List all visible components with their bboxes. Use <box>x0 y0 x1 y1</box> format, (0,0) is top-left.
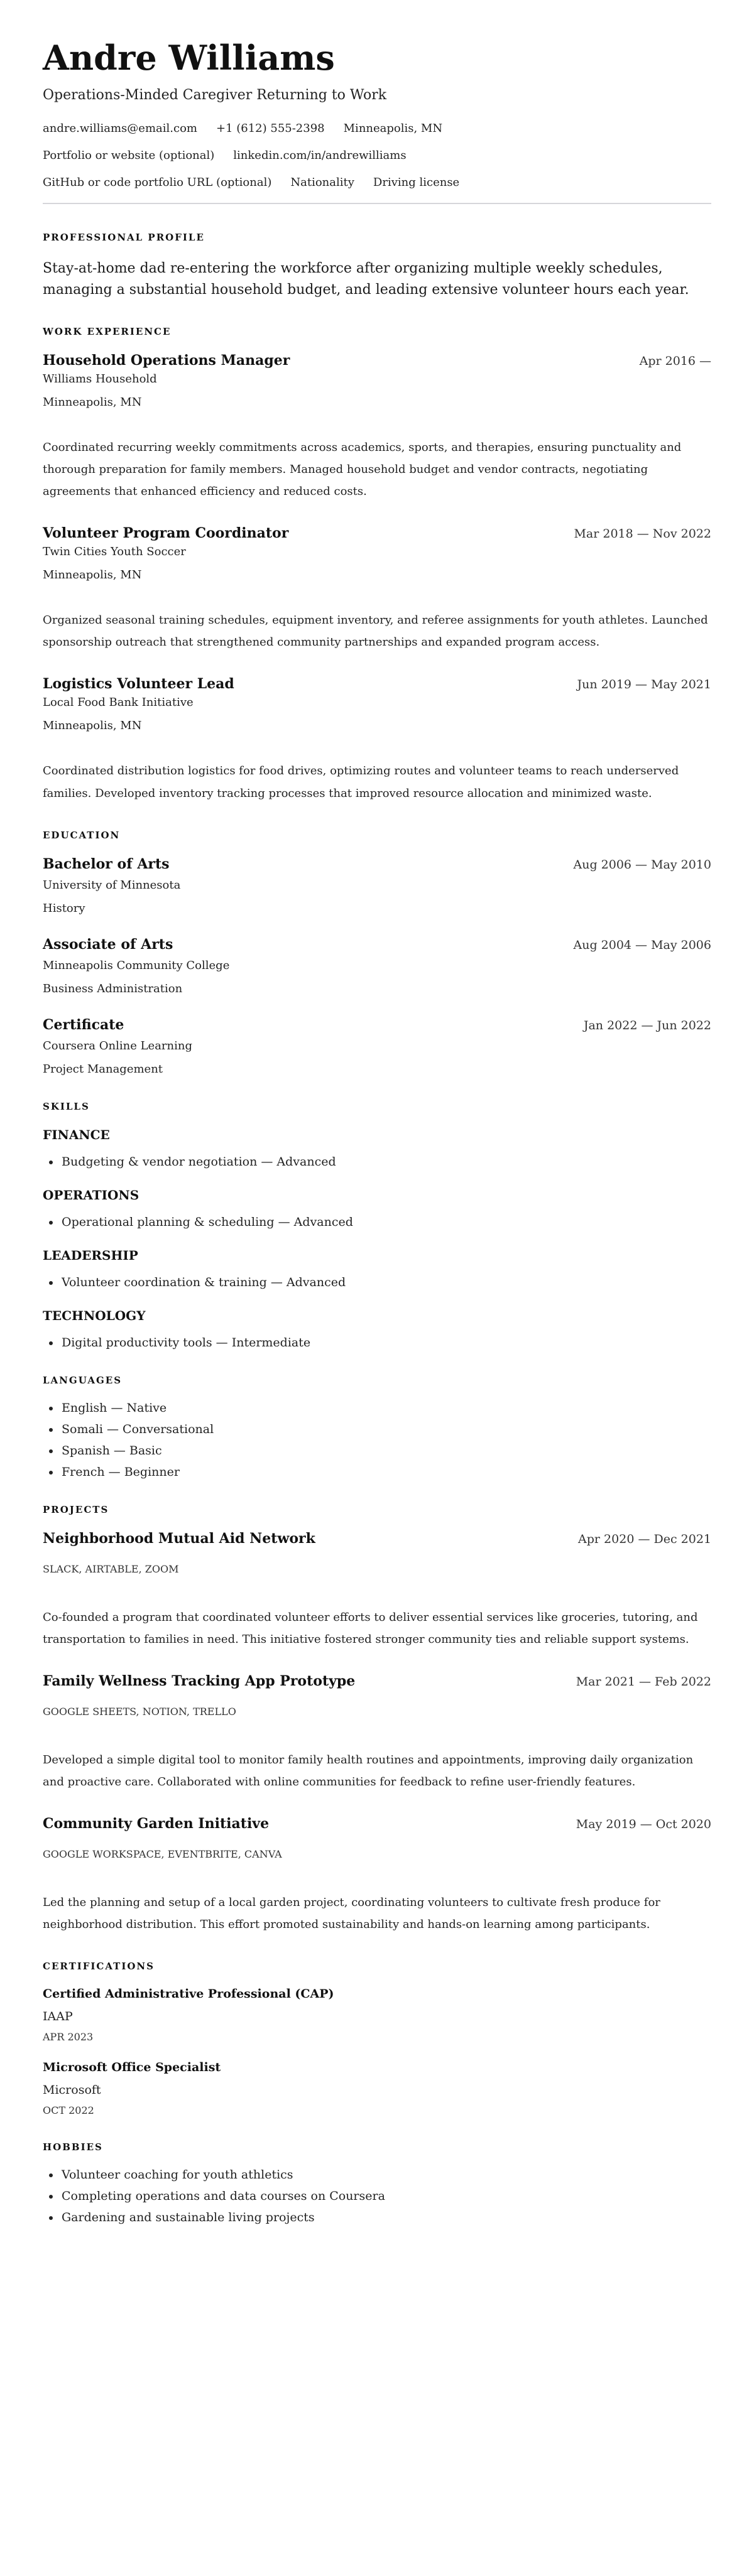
contact-phone[interactable]: +1 (612) 555-2398 <box>216 121 325 135</box>
job-title: Logistics Volunteer Lead <box>43 676 234 693</box>
entry-header <box>43 1673 711 1689</box>
project-name: Neighborhood Mutual Aid Network <box>43 1530 315 1547</box>
job-location: Minneapolis, MN <box>43 568 142 582</box>
project-description: Led the planning and setup of a local garden project, coordinating volunteers to cultivate fresh produce for neighborhood distribution. This effort promoted sustainability and hands-on learning among participants. <box>43 1896 660 1932</box>
language-item: • French — Beginner <box>60 1465 711 1479</box>
job-description: Coordinated recurring weekly commitments across academics, sports, and therapies, ensuring punctuality and thorough preparation for family members. Managed household budget and vendor contracts, negotiating agreements that enhanced efficiency and reduced costs. <box>43 440 682 499</box>
section-title-certifications: CERTIFICATIONS <box>43 1961 155 1973</box>
certification-name: Certified Administrative Professional (CAP) <box>43 1987 334 2001</box>
skill-category-leadership: LEADERSHIP <box>43 1247 138 1263</box>
resume-header <box>43 38 711 189</box>
section-title-hobbies: HOBBIES <box>43 2141 103 2153</box>
skill-category-technology: TECHNOLOGY <box>43 1307 146 1323</box>
contact-nationality: Nationality <box>290 175 354 189</box>
language-item: • Somali — Conversational <box>60 1422 711 1436</box>
section-title-experience: WORK EXPERIENCE <box>43 325 172 337</box>
skill-item: • Budgeting & vendor negotiation — Advanced <box>60 1155 711 1169</box>
project-description: Developed a simple digital tool to monitor family health routines and appointments, improving daily organization and proactive care. Collaborated with online communities for feedback to refine user-friendly features. <box>43 1753 694 1789</box>
skill-list <box>43 1215 711 1229</box>
contact-portfolio[interactable]: Portfolio or website (optional) <box>43 148 215 162</box>
project-tech-stack: GOOGLE WORKSPACE, EVENTBRITE, CANVA <box>43 1848 282 1861</box>
candidate-headline: Operations-Minded Caregiver Returning to Work <box>43 87 387 103</box>
job-title: Volunteer Program Coordinator <box>43 525 289 542</box>
job-location: Minneapolis, MN <box>43 395 142 409</box>
profile-summary: Stay-at-home dad re-entering the workforce after organizing multiple weekly schedules, managing a substantial household budget, and leading extensive volunteer hours each year. <box>43 260 689 298</box>
education-dates: Aug 2006 — May 2010 <box>573 857 711 872</box>
candidate-name: Andre Williams <box>43 38 335 78</box>
hobby-list <box>43 2168 711 2224</box>
section-title-skills: SKILLS <box>43 1100 90 1112</box>
certification-date: OCT 2022 <box>43 2104 94 2117</box>
entry-header <box>43 1816 711 1832</box>
field-of-study: Project Management <box>43 1062 163 1076</box>
section-title-projects: PROJECTS <box>43 1503 109 1515</box>
skill-category-finance: FINANCE <box>43 1127 110 1142</box>
degree-title: Associate of Arts <box>43 936 173 953</box>
projects-section <box>43 1504 711 1936</box>
field-of-study: Business Administration <box>43 982 183 995</box>
skill-item: • Volunteer coordination & training — Advanced <box>60 1275 711 1289</box>
job-dates: Jun 2019 — May 2021 <box>577 678 711 692</box>
language-item: • English — Native <box>60 1401 711 1415</box>
entry-header <box>43 525 711 541</box>
experience-entry <box>43 525 711 653</box>
education-dates: Aug 2004 — May 2006 <box>573 938 711 952</box>
hobby-item: • Completing operations and data courses on Coursera <box>60 2189 711 2203</box>
entry-header <box>43 936 711 953</box>
degree-title: Bachelor of Arts <box>43 855 170 872</box>
project-entry <box>43 1816 711 1935</box>
certification-date: APR 2023 <box>43 2031 94 2043</box>
certification-issuer: Microsoft <box>43 2083 101 2097</box>
header-divider <box>43 203 711 204</box>
contact-row-2 <box>43 149 711 162</box>
job-description: Coordinated distribution logistics for food drives, optimizing routes and volunteer teams to reach underserved families. Developed inventory tracking processes that improved resource allocation and minimized waste. <box>43 764 679 800</box>
contact-driving-license: Driving license <box>373 175 460 189</box>
job-employer: Williams Household <box>43 372 157 386</box>
hobby-item: • Volunteer coaching for youth athletics <box>60 2168 711 2182</box>
school-name: University of Minnesota <box>43 878 181 892</box>
project-dates: May 2019 — Oct 2020 <box>576 1817 711 1832</box>
education-entry <box>43 856 711 915</box>
entry-header <box>43 1017 711 1033</box>
certifications-section <box>43 1961 711 2116</box>
entry-header <box>43 1530 711 1547</box>
experience-entry <box>43 676 711 804</box>
skill-item: • Digital productivity tools — Intermediate <box>60 1336 711 1350</box>
job-location: Minneapolis, MN <box>43 719 142 733</box>
job-title: Household Operations Manager <box>43 352 290 369</box>
skill-list <box>43 1336 711 1350</box>
entry-header <box>43 676 711 692</box>
job-description: Organized seasonal training schedules, equipment inventory, and referee assignments for youth athletes. Launched sponsorship outreach that strengthened community partnerships and expanded program access. <box>43 614 708 649</box>
job-dates: Mar 2018 — Nov 2022 <box>574 527 711 541</box>
entry-header <box>43 856 711 872</box>
education-section <box>43 830 711 1076</box>
field-of-study: History <box>43 901 85 915</box>
job-dates: Apr 2016 — <box>639 354 711 368</box>
entry-header <box>43 352 711 369</box>
contact-location: Minneapolis, MN <box>343 121 443 135</box>
education-entry <box>43 1017 711 1076</box>
contact-row-3 <box>43 176 711 189</box>
section-title-languages: LANGUAGES <box>43 1374 123 1386</box>
certification-entry <box>43 2060 711 2116</box>
experience-entry <box>43 352 711 502</box>
profile-section <box>43 232 711 301</box>
certification-issuer: IAAP <box>43 2010 73 2024</box>
job-employer: Twin Cities Youth Soccer <box>43 545 186 559</box>
language-list <box>43 1401 711 1479</box>
project-dates: Mar 2021 — Feb 2022 <box>576 1674 711 1689</box>
school-name: Minneapolis Community College <box>43 958 230 972</box>
project-tech-stack: SLACK, AIRTABLE, ZOOM <box>43 1562 179 1575</box>
education-dates: Jan 2022 — Jun 2022 <box>583 1018 711 1032</box>
project-description: Co-founded a program that coordinated volunteer efforts to deliver essential services like groceries, tutoring, and transportation to families in need. This initiative fostered stronger community ties and reliable support systems. <box>43 1610 698 1646</box>
hobby-item: • Gardening and sustainable living projects <box>60 2211 711 2224</box>
project-name: Community Garden Initiative <box>43 1816 270 1832</box>
project-tech-stack: GOOGLE SHEETS, NOTION, TRELLO <box>43 1705 236 1718</box>
school-name: Coursera Online Learning <box>43 1039 192 1053</box>
certification-entry <box>43 1987 711 2043</box>
skill-list <box>43 1155 711 1169</box>
section-title-education: EDUCATION <box>43 829 121 841</box>
contact-github[interactable]: GitHub or code portfolio URL (optional) <box>43 175 272 189</box>
project-entry <box>43 1673 711 1793</box>
contact-row-1 <box>43 122 711 135</box>
project-dates: Apr 2020 — Dec 2021 <box>578 1532 711 1546</box>
experience-section <box>43 326 711 804</box>
skill-category-operations: OPERATIONS <box>43 1187 139 1203</box>
skills-section <box>43 1101 711 1350</box>
contact-linkedin[interactable]: linkedin.com/in/andrewilliams <box>233 148 407 162</box>
languages-section <box>43 1375 711 1479</box>
certification-name: Microsoft Office Specialist <box>43 2060 221 2075</box>
degree-title: Certificate <box>43 1016 124 1033</box>
language-item: • Spanish — Basic <box>60 1444 711 1458</box>
project-entry <box>43 1530 711 1650</box>
project-name: Family Wellness Tracking App Prototype <box>43 1672 356 1689</box>
skill-list <box>43 1275 711 1289</box>
hobbies-section <box>43 2141 711 2224</box>
job-employer: Local Food Bank Initiative <box>43 696 194 710</box>
section-title-profile: PROFESSIONAL PROFILE <box>43 231 205 243</box>
skill-item: • Operational planning & scheduling — Advanced <box>60 1215 711 1229</box>
contact-email[interactable]: andre.williams@email.com <box>43 121 197 135</box>
education-entry <box>43 936 711 995</box>
